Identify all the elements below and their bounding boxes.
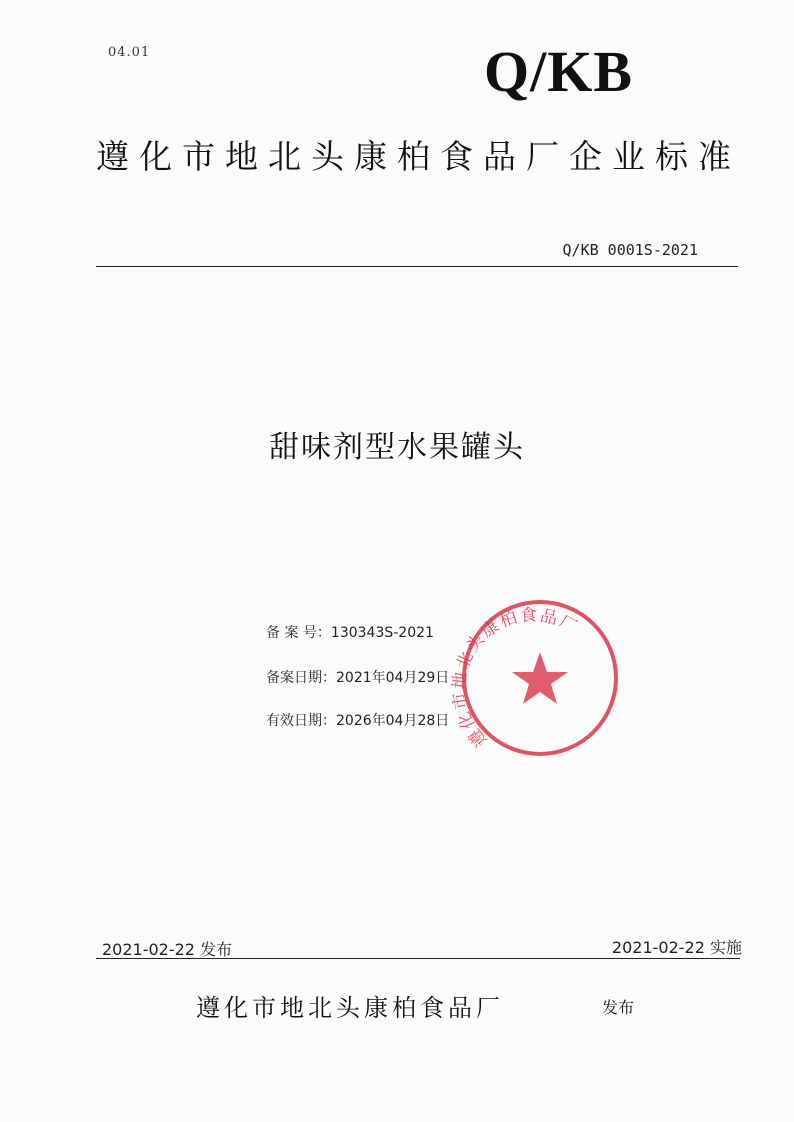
valid-date-value: 2026年04月28日 bbox=[336, 713, 450, 729]
document-title: 甜味剂型水果罐头 bbox=[269, 430, 525, 465]
top-divider bbox=[96, 266, 738, 267]
valid-date-label: 有效日期： bbox=[266, 713, 336, 729]
seal-text: 遵化市地北头康柏食品厂 bbox=[449, 605, 582, 751]
svg-text:遵化市地北头康柏食品厂 bbox=[449, 605, 582, 750]
publish-label: 发布 bbox=[602, 998, 635, 1017]
valid-date bbox=[266, 710, 449, 730]
standard-logo: Q/KB bbox=[484, 39, 634, 104]
registration-date-value: 2021年04月29日 bbox=[336, 670, 450, 686]
registration-number-label: 备 案 号： bbox=[266, 625, 331, 641]
official-seal-stamp bbox=[448, 590, 628, 770]
implementation-date: 2021-02-22 实施 bbox=[611, 938, 742, 957]
organization-standard-title: 遵化市地北头康柏食品厂企业标准 bbox=[96, 137, 741, 176]
bottom-divider bbox=[96, 958, 740, 959]
issue-date: 2021-02-22 发布 bbox=[102, 940, 233, 959]
registration-date-label: 备案日期： bbox=[266, 670, 336, 686]
registration-number-value: 130343S-2021 bbox=[330, 625, 434, 641]
seal-star-icon bbox=[512, 652, 568, 704]
publisher-name: 遵化市地北头康柏食品厂 bbox=[196, 994, 504, 1022]
standard-number: Q/KB 0001S-2021 bbox=[562, 241, 698, 259]
registration-date bbox=[266, 667, 449, 687]
registration-number bbox=[266, 622, 434, 642]
corner-number: 04.01 bbox=[108, 45, 151, 60]
